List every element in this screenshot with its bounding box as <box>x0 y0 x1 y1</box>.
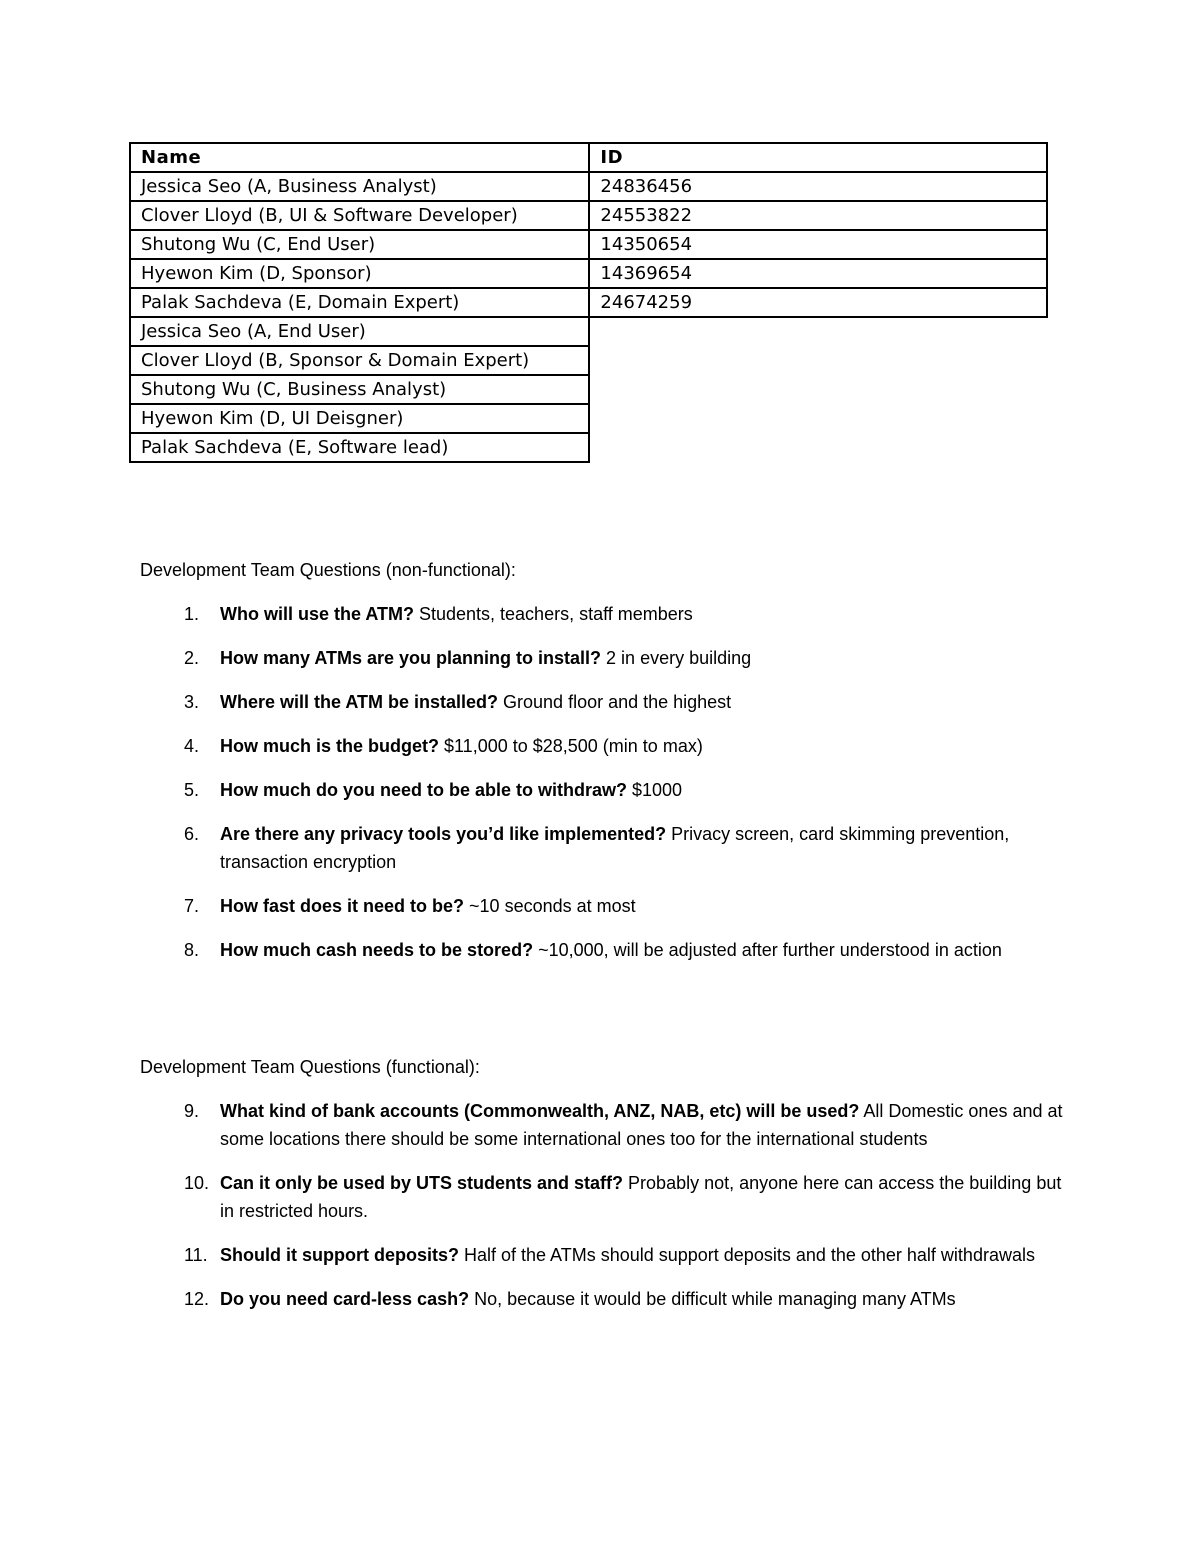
list-item <box>140 688 1080 716</box>
list-item <box>140 776 1080 804</box>
question-text: Where will the ATM be installed? <box>220 692 499 712</box>
functional-questions-section <box>140 1053 1080 1313</box>
table-row <box>130 317 1047 346</box>
answer-text: $1000 <box>627 780 683 800</box>
section-heading: Development Team Questions (non-functional): <box>140 560 516 580</box>
member-name-cell: Jessica Seo (A, Business Analyst) <box>130 172 589 201</box>
table-row <box>130 230 1047 259</box>
empty-cell <box>589 404 1047 433</box>
answer-text: ~10,000, will be adjusted after further understood in action <box>533 940 1002 960</box>
member-id-cell: 24674259 <box>589 288 1047 317</box>
question-number: 7. <box>184 896 200 916</box>
answer-text: Probably not, anyone here can access the building but in restricted hours. <box>220 1173 1062 1221</box>
question-text: Should it support deposits? <box>220 1245 459 1265</box>
table-row <box>130 259 1047 288</box>
question-number: 10. <box>184 1173 210 1193</box>
member-name-cell: Palak Sachdeva (E, Domain Expert) <box>130 288 589 317</box>
empty-cell <box>589 317 1047 346</box>
list-item <box>140 644 1080 672</box>
answer-text: $11,000 to $28,500 (min to max) <box>439 736 703 756</box>
list-item <box>140 732 1080 760</box>
question-text: What kind of bank accounts (Commonwealth, ANZ, NAB, etc) will be used? <box>220 1101 860 1121</box>
list-item <box>140 1169 1080 1225</box>
empty-cell <box>589 346 1047 375</box>
question-text: Are there any privacy tools you’d like implemented? <box>220 824 667 844</box>
answer-text: Ground floor and the highest <box>498 692 732 712</box>
question-number: 4. <box>184 736 200 756</box>
question-text: Who will use the ATM? <box>220 604 414 624</box>
member-id-cell: 24553822 <box>589 201 1047 230</box>
list-item <box>140 1097 1080 1153</box>
list-item <box>140 820 1080 876</box>
question-text: How fast does it need to be? <box>220 896 465 916</box>
section-heading: Development Team Questions (functional): <box>140 1057 480 1077</box>
list-item <box>140 892 1080 920</box>
question-text: Do you need card-less cash? <box>220 1289 470 1309</box>
answer-text: ~10 seconds at most <box>464 896 636 916</box>
answer-text: All Domestic ones and at some locations there should be some international ones too for the international students <box>220 1101 1063 1149</box>
member-role-cell: Shutong Wu (C, Business Analyst) <box>130 375 589 404</box>
table-row <box>130 346 1047 375</box>
member-role-cell: Jessica Seo (A, End User) <box>130 317 589 346</box>
question-number: 11. <box>184 1245 208 1265</box>
name-column-header: Name <box>130 143 589 172</box>
list-item <box>140 600 1080 628</box>
question-text: How much is the budget? <box>220 736 439 756</box>
question-text: How much cash needs to be stored? <box>220 940 534 960</box>
member-name-cell: Shutong Wu (C, End User) <box>130 230 589 259</box>
id-column-header: ID <box>589 143 1047 172</box>
question-number: 9. <box>184 1101 200 1121</box>
member-id-cell: 24836456 <box>589 172 1047 201</box>
table-row <box>130 172 1047 201</box>
team-table <box>129 142 1048 463</box>
empty-cell <box>589 433 1047 462</box>
table-row <box>130 288 1047 317</box>
answer-text: Privacy screen, card skimming prevention, transaction encryption <box>220 824 1010 872</box>
question-number: 12. <box>184 1289 210 1309</box>
member-name-cell: Hyewon Kim (D, Sponsor) <box>130 259 589 288</box>
empty-cell <box>589 375 1047 404</box>
nonfunctional-questions-section <box>140 556 1080 964</box>
question-text: How much do you need to be able to withdraw? <box>220 780 628 800</box>
question-number: 6. <box>184 824 200 844</box>
question-list <box>140 600 1080 964</box>
member-role-cell: Hyewon Kim (D, UI Deisgner) <box>130 404 589 433</box>
question-list <box>140 1097 1080 1313</box>
question-text: How many ATMs are you planning to install? <box>220 648 602 668</box>
answer-text: No, because it would be difficult while managing many ATMs <box>469 1289 956 1309</box>
question-number: 8. <box>184 940 200 960</box>
table-row <box>130 201 1047 230</box>
member-role-cell: Clover Lloyd (B, Sponsor & Domain Expert) <box>130 346 589 375</box>
table-row <box>130 404 1047 433</box>
question-number: 3. <box>184 692 200 712</box>
question-number: 5. <box>184 780 200 800</box>
member-name-cell: Clover Lloyd (B, UI & Software Developer) <box>130 201 589 230</box>
list-item <box>140 1285 1080 1313</box>
list-item <box>140 936 1080 964</box>
list-item <box>140 1241 1080 1269</box>
table-row <box>130 375 1047 404</box>
question-text: Can it only be used by UTS students and staff? <box>220 1173 624 1193</box>
member-id-cell: 14350654 <box>589 230 1047 259</box>
answer-text: Half of the ATMs should support deposits and the other half withdrawals <box>458 1245 1035 1265</box>
question-number: 1. <box>184 604 200 624</box>
table-header-row <box>130 143 1047 172</box>
member-role-cell: Palak Sachdeva (E, Software lead) <box>130 433 589 462</box>
answer-text: 2 in every building <box>601 648 752 668</box>
question-number: 2. <box>184 648 200 668</box>
table-row <box>130 433 1047 462</box>
member-id-cell: 14369654 <box>589 259 1047 288</box>
answer-text: Students, teachers, staff members <box>413 604 693 624</box>
